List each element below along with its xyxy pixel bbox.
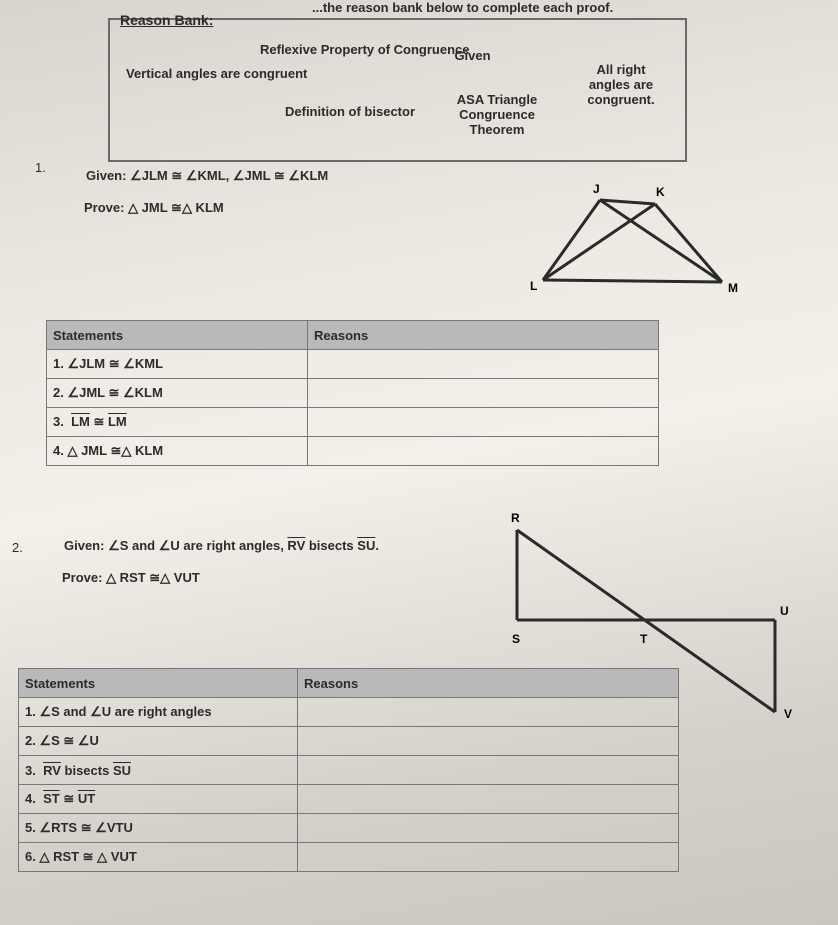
statement-4: 4. △ JML ≅△ KLM	[47, 437, 308, 466]
label-u: U	[780, 604, 789, 618]
figure-2	[517, 530, 775, 712]
label-v: V	[784, 707, 793, 721]
problem-2-number: 2.	[12, 540, 23, 555]
problem-1-number: 1.	[35, 160, 46, 175]
statement-2: 2. ∠S ≅ ∠U	[19, 727, 298, 756]
problem-1-given: Given: ∠JLM ≅ ∠KML, ∠JML ≅ ∠KLM	[86, 168, 329, 183]
statement-6: 6. △ RST ≅ △ VUT	[19, 843, 298, 872]
problem-2-given: Given: ∠S and ∠U are right angles, $\overline{RV}$ bisects $\overline{SU}$.	[64, 538, 379, 553]
segment-lm	[543, 280, 722, 282]
statement-2: 2. ∠JML ≅ ∠KLM	[47, 379, 308, 408]
segment-lj	[543, 200, 600, 280]
statement-3: 3. $\overline{RV}$ bisects $\overline{SU}$	[19, 756, 298, 785]
reason-bank-item-right-angles: All right angles are congruent.	[587, 62, 655, 107]
reasons-header: Reasons	[308, 321, 659, 350]
label-m: M	[728, 281, 738, 295]
problem-2-prove: Prove: △ RST ≅△ VUT	[62, 570, 200, 585]
statement-5: 5. ∠RTS ≅ ∠VTU	[19, 814, 298, 843]
statement-4: 4. $\overline{ST}$ ≅ $\overline{UT}$	[19, 785, 298, 814]
label-k: K	[656, 185, 665, 199]
label-j: J	[593, 182, 600, 196]
problem-1-prove: Prove: △ JML ≅△ KLM	[84, 200, 224, 215]
figure-1	[543, 200, 722, 282]
reasons-header: Reasons	[298, 669, 679, 698]
reason-bank-item-bisector: Definition of bisector	[285, 104, 415, 119]
reason-bank-item-vertical-angles: Vertical angles are congruent	[126, 66, 308, 81]
reason-bank-title: Reason Bank:	[120, 12, 214, 28]
label-t: T	[640, 632, 648, 646]
statement-1: 1. ∠S and ∠U are right angles	[19, 698, 298, 727]
label-l: L	[530, 279, 538, 293]
statements-header: Statements	[47, 321, 308, 350]
reason-bank-item-asa: ASA Triangle Congruence Theorem	[456, 92, 538, 137]
segment-lk	[543, 204, 655, 280]
statement-1: 1. ∠JLM ≅ ∠KML	[47, 350, 308, 379]
statements-header: Statements	[19, 669, 298, 698]
label-s: S	[512, 632, 521, 646]
instructions-header: ...the reason bank below to complete each proof.	[312, 0, 614, 15]
segment-jk	[600, 200, 655, 204]
reason-bank-item-given: Given	[454, 48, 491, 63]
statement-3: 3. $\overline{LM}$ ≅ $\overline{LM}$	[47, 408, 308, 437]
label-r: R	[511, 511, 520, 525]
reason-bank-item-reflexive: Reflexive Property of Congruence	[260, 42, 470, 57]
